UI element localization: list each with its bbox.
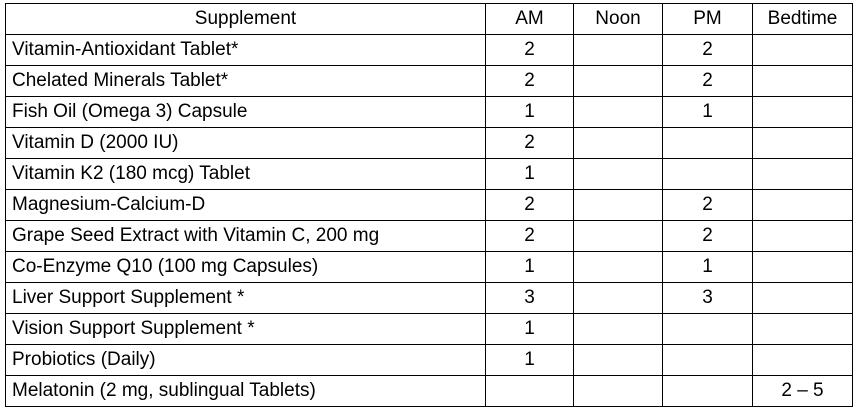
pm-dose	[663, 128, 753, 159]
header-row	[6, 4, 853, 35]
am-dose: 2	[486, 35, 574, 66]
pm-dose	[663, 345, 753, 376]
supplement-name: Liver Support Supplement *	[6, 283, 486, 314]
bedtime-dose	[753, 35, 853, 66]
pm-dose	[663, 314, 753, 345]
pm-dose	[663, 376, 753, 407]
supplement-name: Grape Seed Extract with Vitamin C, 200 mg	[6, 221, 486, 252]
table-row	[6, 35, 853, 66]
table-row	[6, 128, 853, 159]
am-dose: 3	[486, 283, 574, 314]
am-dose: 1	[486, 97, 574, 128]
table-row	[6, 190, 853, 221]
noon-dose	[574, 159, 663, 190]
table-row	[6, 66, 853, 97]
noon-dose	[574, 252, 663, 283]
supplement-schedule-table	[5, 3, 853, 407]
am-dose: 2	[486, 190, 574, 221]
noon-dose	[574, 190, 663, 221]
bedtime-dose	[753, 314, 853, 345]
noon-dose	[574, 66, 663, 97]
noon-dose	[574, 97, 663, 128]
noon-dose	[574, 283, 663, 314]
table-row	[6, 283, 853, 314]
noon-dose	[574, 314, 663, 345]
header-bedtime: Bedtime	[753, 4, 853, 35]
bedtime-dose	[753, 159, 853, 190]
header-am: AM	[486, 4, 574, 35]
bedtime-dose	[753, 345, 853, 376]
supplement-name: Melatonin (2 mg, sublingual Tablets)	[6, 376, 486, 407]
am-dose: 1	[486, 159, 574, 190]
pm-dose: 3	[663, 283, 753, 314]
table-row	[6, 252, 853, 283]
noon-dose	[574, 376, 663, 407]
bedtime-dose	[753, 221, 853, 252]
header-noon: Noon	[574, 4, 663, 35]
am-dose: 1	[486, 314, 574, 345]
table-row	[6, 314, 853, 345]
supplement-name: Vitamin K2 (180 mcg) Tablet	[6, 159, 486, 190]
bedtime-dose	[753, 97, 853, 128]
pm-dose: 1	[663, 252, 753, 283]
noon-dose	[574, 221, 663, 252]
pm-dose: 2	[663, 66, 753, 97]
bedtime-dose	[753, 252, 853, 283]
bedtime-dose	[753, 283, 853, 314]
am-dose: 1	[486, 345, 574, 376]
pm-dose: 2	[663, 190, 753, 221]
header-pm: PM	[663, 4, 753, 35]
table-row	[6, 159, 853, 190]
supplement-name: Chelated Minerals Tablet*	[6, 66, 486, 97]
bedtime-dose: 2 – 5	[753, 376, 853, 407]
pm-dose: 1	[663, 97, 753, 128]
supplement-name: Vitamin-Antioxidant Tablet*	[6, 35, 486, 66]
bedtime-dose	[753, 190, 853, 221]
supplement-name: Vision Support Supplement *	[6, 314, 486, 345]
table-row	[6, 376, 853, 407]
supplement-name: Vitamin D (2000 IU)	[6, 128, 486, 159]
am-dose: 2	[486, 66, 574, 97]
supplement-name: Magnesium-Calcium-D	[6, 190, 486, 221]
noon-dose	[574, 345, 663, 376]
supplement-name: Fish Oil (Omega 3) Capsule	[6, 97, 486, 128]
bedtime-dose	[753, 128, 853, 159]
supplement-name: Probiotics (Daily)	[6, 345, 486, 376]
pm-dose: 2	[663, 221, 753, 252]
noon-dose	[574, 128, 663, 159]
table-row	[6, 345, 853, 376]
am-dose: 1	[486, 252, 574, 283]
table-row	[6, 221, 853, 252]
am-dose: 2	[486, 221, 574, 252]
header-supplement: Supplement	[6, 4, 486, 35]
noon-dose	[574, 35, 663, 66]
am-dose: 2	[486, 128, 574, 159]
am-dose	[486, 376, 574, 407]
table-row	[6, 97, 853, 128]
supplement-name: Co-Enzyme Q10 (100 mg Capsules)	[6, 252, 486, 283]
pm-dose	[663, 159, 753, 190]
bedtime-dose	[753, 66, 853, 97]
pm-dose: 2	[663, 35, 753, 66]
